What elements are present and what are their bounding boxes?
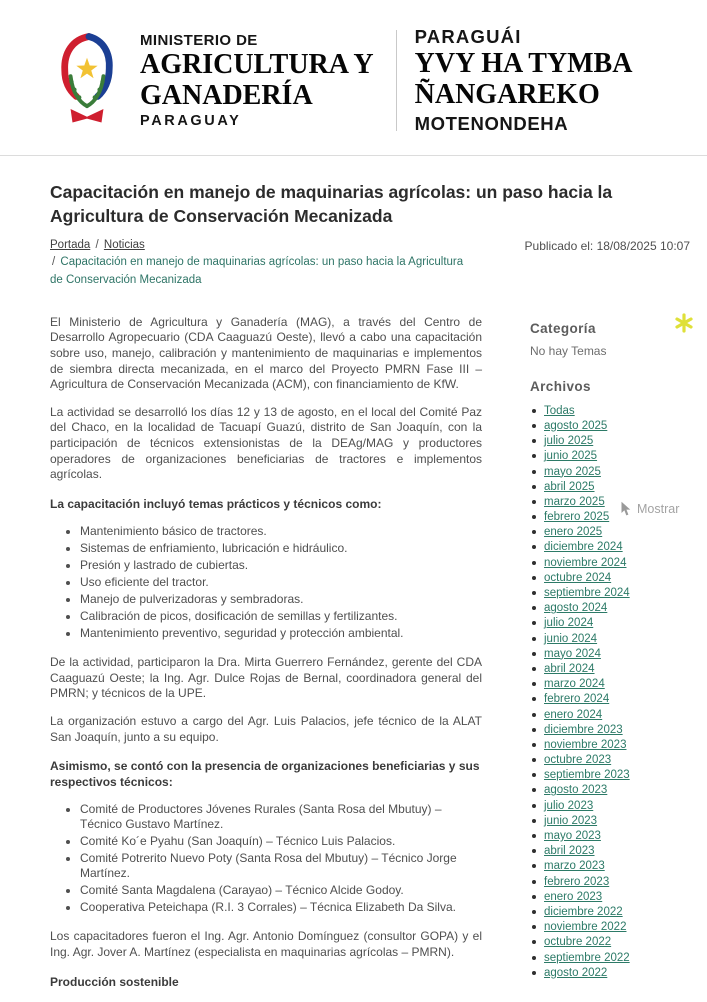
archive-link[interactable]: junio 2025 — [544, 450, 598, 463]
archive-item — [530, 921, 690, 933]
guarani-name-line1: YVY HA TYMBA — [414, 48, 633, 79]
archive-item — [530, 891, 690, 903]
ministry-title-spanish — [140, 32, 374, 130]
archive-item — [530, 405, 690, 417]
archive-item — [530, 784, 690, 796]
archive-item — [530, 678, 690, 690]
archive-item — [530, 815, 690, 827]
organization-item: • Comité Santa Magdalena (Carayao) – Técnico Alcide Godoy. — [80, 883, 482, 898]
archive-item — [530, 845, 690, 857]
archive-item — [530, 936, 690, 948]
guarani-bottom-line: MOTENONDEHA — [414, 112, 569, 134]
topics-list — [80, 524, 482, 641]
archive-link[interactable]: abril 2024 — [544, 662, 595, 675]
archive-link[interactable]: agosto 2023 — [544, 784, 608, 797]
breadcrumb — [50, 237, 465, 289]
archive-item — [530, 952, 690, 964]
archive-link[interactable]: marzo 2023 — [544, 860, 605, 873]
tooltip-label: Mostrar — [637, 502, 680, 516]
archive-link[interactable]: abril 2025 — [544, 480, 595, 493]
topic-item: • Uso eficiente del tractor. — [80, 575, 482, 590]
archive-link[interactable]: abril 2023 — [544, 845, 595, 858]
header-divider — [396, 30, 397, 131]
archive-item — [530, 648, 690, 660]
breadcrumb-current: Capacitación en manejo de maquinarias agrícolas: un paso hacia la Agricultura de Conservación Mecanizada — [50, 256, 464, 286]
breadcrumb-section-link[interactable]: Noticias — [103, 239, 145, 251]
accessibility-widget-icon[interactable] — [674, 313, 694, 333]
ministry-top-line: MINISTERIO DE — [140, 31, 258, 49]
site-header — [0, 0, 707, 155]
category-heading: Categoría — [530, 320, 596, 336]
archive-link[interactable]: agosto 2022 — [544, 966, 608, 979]
archive-link[interactable]: junio 2023 — [544, 814, 598, 827]
archive-link[interactable]: mayo 2023 — [544, 830, 601, 842]
archive-link[interactable]: Todas — [544, 404, 575, 417]
archive-item — [530, 617, 690, 629]
archive-link[interactable]: diciembre 2022 — [544, 905, 623, 918]
article-body — [50, 315, 482, 1002]
archive-item — [530, 450, 690, 462]
ministry-name-line1: AGRICULTURA Y — [140, 48, 374, 80]
organizations-heading: Asimismo, se contó con la presencia de organizaciones beneficiarias y sus respectivos técnicos: — [50, 759, 480, 789]
archive-link[interactable]: octubre 2024 — [544, 571, 612, 584]
archive-link[interactable]: enero 2025 — [544, 526, 603, 539]
archive-link[interactable]: marzo 2024 — [544, 678, 605, 691]
organization-item: • Cooperativa Peteichapa (R.I. 3 Corrales) – Técnica Elizabeth Da Silva. — [80, 900, 482, 915]
topic-item: • Mantenimiento básico de tractores. — [80, 524, 482, 539]
article-paragraph-3: De la actividad, participaron la Dra. Mirta Guerrero Fernández, gerente del CDA Caaguazú Oeste; la Ing. Agr. Dulce Rojas de Bernal, coordinadora general del PMRN; y técnicos de la UPE. — [50, 655, 482, 701]
organizations-list — [80, 802, 482, 915]
organization-item: • Comité Ko´e Pyahu (San Joaquín) – Técnico Luis Palacios. — [80, 834, 482, 849]
breadcrumb-line-1 — [50, 237, 465, 254]
archive-link[interactable]: julio 2024 — [544, 617, 594, 630]
archive-link[interactable]: octubre 2022 — [544, 936, 612, 949]
archive-link[interactable]: septiembre 2024 — [544, 587, 630, 599]
breadcrumb-separator: / — [95, 239, 99, 251]
topic-item: • Mantenimiento preventivo, seguridad y protección ambiental. — [80, 626, 482, 641]
archive-item — [530, 724, 690, 736]
archive-item — [530, 860, 690, 872]
breadcrumb-line-2 — [50, 254, 465, 289]
archive-item — [530, 876, 690, 888]
archive-item — [530, 967, 690, 979]
archive-item — [530, 906, 690, 918]
main-content — [0, 156, 707, 1002]
coat-of-arms-logo[interactable] — [58, 30, 116, 130]
archive-link[interactable]: julio 2025 — [544, 435, 594, 448]
archive-item — [530, 633, 690, 645]
archive-link[interactable]: noviembre 2022 — [544, 921, 627, 934]
archive-link[interactable]: octubre 2023 — [544, 754, 612, 767]
archive-link[interactable]: noviembre 2023 — [544, 738, 627, 751]
page-title: Capacitación en manejo de maquinarias agrícolas: un paso hacia la Agricultura de Conservación Mecanizada — [50, 181, 613, 226]
archives-heading: Archivos — [530, 378, 591, 394]
organization-item: • Comité de Productores Jóvenes Rurales (Santa Rosa del Mbutuy) – Técnico Gustavo Martínez. — [80, 802, 482, 832]
archive-item — [530, 526, 690, 538]
archive-item — [530, 769, 690, 781]
archive-link[interactable]: agosto 2024 — [544, 602, 608, 615]
topics-heading: La capacitación incluyó temas prácticos y técnicos como: — [50, 496, 382, 511]
archive-item — [530, 572, 690, 584]
archive-item — [530, 739, 690, 751]
archives-list — [530, 405, 690, 979]
archive-item — [530, 693, 690, 705]
ministry-country-line: PARAGUAY — [140, 113, 242, 130]
archive-link[interactable]: junio 2024 — [544, 632, 598, 645]
archive-link[interactable]: mayo 2025 — [544, 465, 601, 478]
breadcrumb-separator: / — [52, 256, 56, 269]
guarani-top-line: PARAGUÁI — [414, 26, 522, 47]
archive-link[interactable]: noviembre 2024 — [544, 556, 627, 569]
mostrar-tooltip — [616, 500, 682, 518]
content-row — [50, 315, 690, 1002]
archive-link[interactable]: agosto 2025 — [544, 419, 608, 432]
category-empty-text: No hay Temas — [530, 343, 607, 358]
archive-item — [530, 420, 690, 432]
archive-link[interactable]: febrero 2025 — [544, 511, 610, 524]
topic-item: • Sistemas de enfriamiento, lubricación e hidráulico. — [80, 541, 482, 556]
archive-item — [530, 709, 690, 721]
coat-of-arms-icon — [58, 30, 116, 130]
archive-item — [530, 663, 690, 675]
guarani-name-line2: ÑANGAREKO — [414, 79, 600, 111]
archive-link[interactable]: febrero 2024 — [544, 693, 610, 706]
archive-link[interactable]: enero 2023 — [544, 890, 603, 903]
archive-item — [530, 587, 690, 599]
archive-link[interactable]: septiembre 2023 — [544, 769, 630, 782]
archive-item — [530, 541, 690, 553]
breadcrumb-home-link[interactable]: Portada — [50, 239, 91, 251]
archive-item — [530, 754, 690, 766]
article-paragraph-1: El Ministerio de Agricultura y Ganadería (MAG), a través del Centro de Desarrollo Agropecuario (CDA Caaguazú Oeste), llevó a cabo una capacitación sobre uso, manejo, calibración y mantenimiento de maquinarias e implementos de siembra directa mecanizada, en el marco del Proyecto PMRN Fase III – Agricultura de Conservación Mecanizada (ACM), con financiamiento de KfW. — [50, 314, 482, 392]
ministry-name-line2: GANADERÍA — [140, 79, 313, 111]
archive-link[interactable]: diciembre 2023 — [544, 723, 623, 736]
archive-item — [530, 800, 690, 812]
archive-link[interactable]: febrero 2023 — [544, 875, 610, 888]
organization-item: • Comité Potrerito Nuevo Poty (Santa Rosa del Mbutuy) – Técnico Jorge Martínez. — [80, 851, 482, 881]
asterisk-icon — [674, 313, 694, 333]
archive-item — [530, 466, 690, 478]
archive-link[interactable]: septiembre 2022 — [544, 951, 630, 964]
archive-link[interactable]: mayo 2024 — [544, 647, 601, 660]
archive-link[interactable]: julio 2023 — [544, 799, 594, 812]
archive-item — [530, 830, 690, 842]
published-date: Publicado el: 18/08/2025 10:07 — [524, 239, 690, 253]
topic-item: • Calibración de picos, dosificación de semillas y fertilizantes. — [80, 609, 482, 624]
topic-item: • Presión y lastrado de cubiertas. — [80, 558, 482, 573]
sidebar — [530, 315, 690, 1002]
archive-item — [530, 481, 690, 493]
ministry-title-guarani — [415, 26, 633, 135]
closing-heading: Producción sostenible — [50, 974, 179, 989]
article-paragraph-5: Los capacitadores fueron el Ing. Agr. Antonio Domínguez (consultor GOPA) y el Ing. Agr. Jover A. Martínez (especialista en maquinarias agrícolas – PMRN). — [50, 929, 482, 960]
archive-item — [530, 435, 690, 447]
archive-item — [530, 557, 690, 569]
article-paragraph-2: La actividad se desarrolló los días 12 y 13 de agosto, en el local del Comité Paz del Chaco, en la localidad de Tacuapí Guazú, distrito de San Joaquín, con la participación de técnicos extensionistas de la DEAg/MAG y productores operadores de organizaciones beneficiarias de tractores e implementos agrícolas. — [50, 404, 482, 482]
topic-item: • Manejo de pulverizadoras y sembradoras. — [80, 592, 482, 607]
archive-link[interactable]: enero 2024 — [544, 708, 603, 721]
meta-row — [50, 237, 690, 289]
archive-link[interactable]: marzo 2025 — [544, 495, 605, 508]
article-paragraph-4: La organización estuvo a cargo del Agr. Luis Palacios, jefe técnico de la ALAT San Joaquín, junto a su equipo. — [50, 714, 482, 744]
cursor-icon — [619, 501, 632, 517]
archive-item — [530, 602, 690, 614]
archive-link[interactable]: diciembre 2024 — [544, 541, 623, 554]
